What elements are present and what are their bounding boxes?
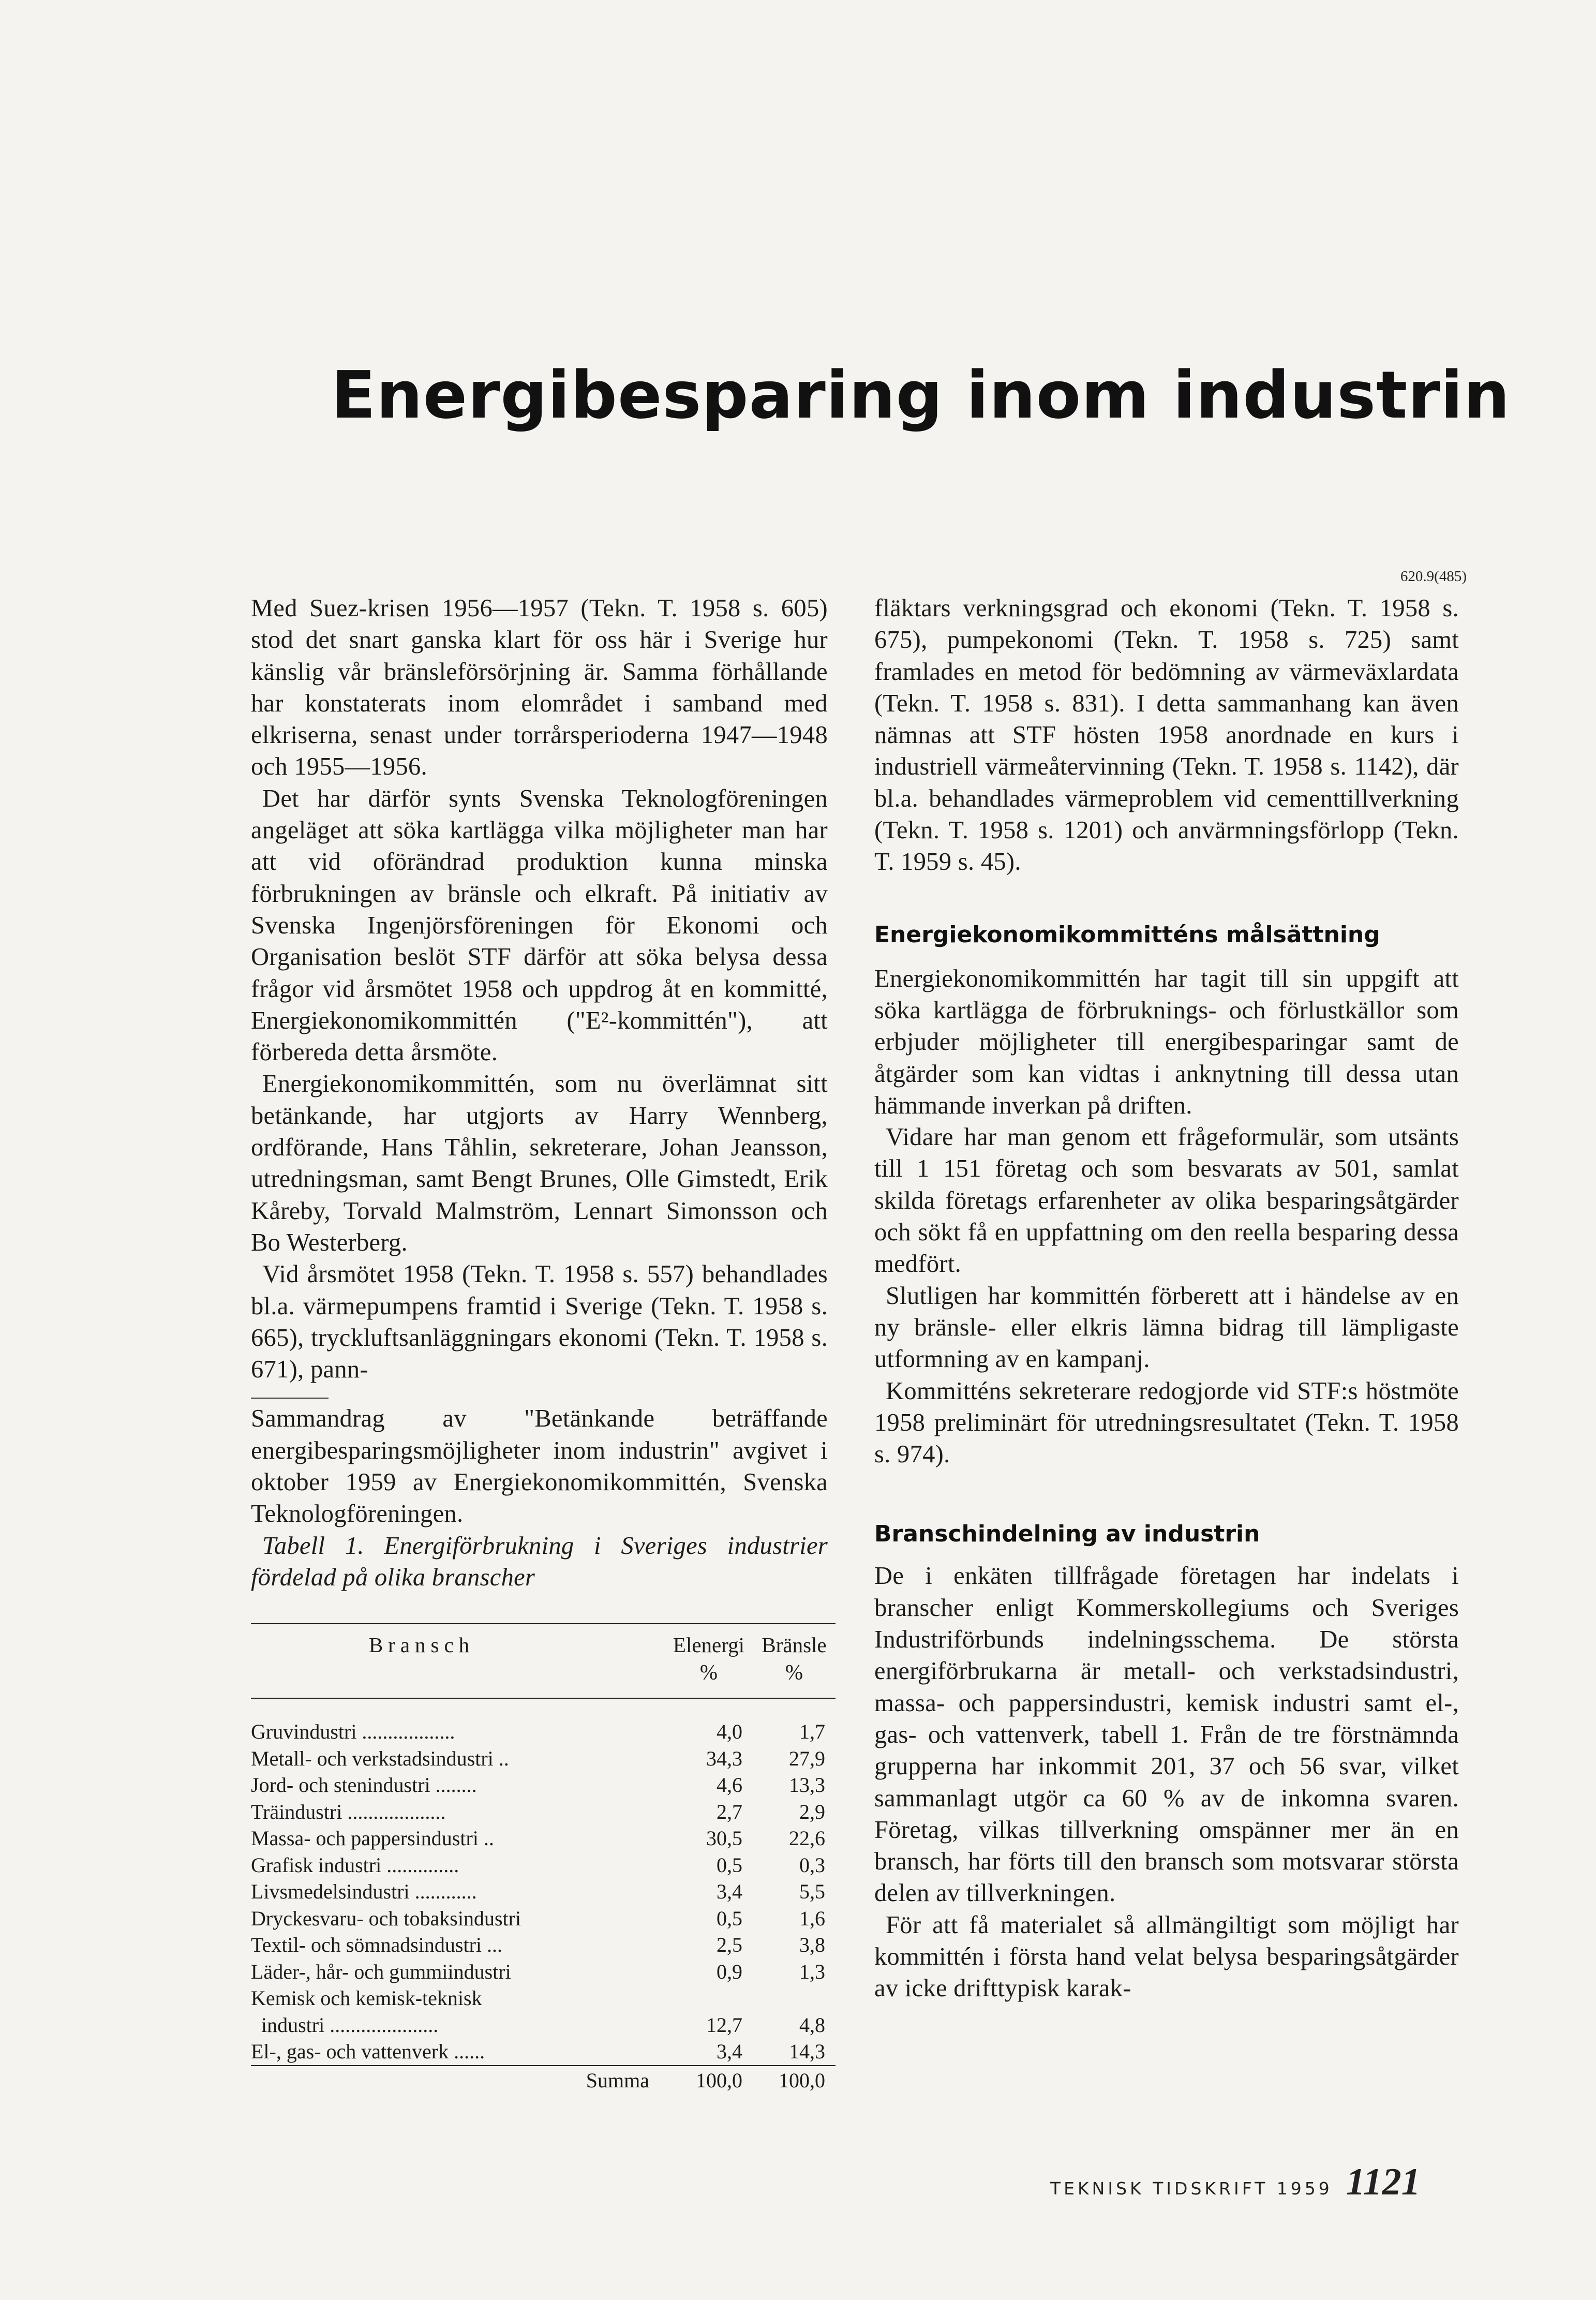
row-branch: Träindustri ................... [251, 1800, 446, 1823]
body-paragraph: Kommitténs sekreterare redogjorde vid STF:s höstmöte 1958 preliminärt för utredningsresultatet (Tekn. T. 1958 s. 974). [874, 1377, 1459, 1468]
col-el-header [665, 1631, 753, 1685]
row-el: 34,3 [706, 1746, 742, 1770]
row-fuel: 4,8 [799, 2013, 825, 2037]
footnote-rule [251, 1398, 329, 1399]
row-el: 0,9 [717, 1960, 742, 1983]
row-el: 12,7 [706, 2013, 742, 2037]
row-fuel: 14,3 [789, 2040, 825, 2064]
row-fuel: 13,3 [789, 1773, 825, 1797]
col-branch-header: Bransch [368, 1633, 475, 1657]
row-el: 3,4 [717, 1880, 742, 1904]
left-column [251, 592, 828, 2095]
right-column [874, 592, 1459, 2005]
table-row [251, 1932, 836, 1958]
footnote: Sammandrag av "Betänkande beträffande energibesparingsmöjligheter inom industrin" avgivet i oktober 1959 av Energiekonomikommittén, Svenska Teknologföreningen. [251, 1405, 828, 1528]
table-body [251, 1699, 836, 2095]
body-paragraph: För att få materialet så allmängiltigt som möjligt har kommittén i första hand velat belysa besparingsåtgärder av icke drifttypisk karak- [874, 1911, 1459, 2002]
body-paragraph: Med Suez-krisen 1956—1957 (Tekn. T. 1958 s. 605) stod det snart ganska klart för oss här i Sverige hur känslig vår bränsleförsörjning är. Samma förhållande har konstaterats inom elområdet i samband med elkriserna, senast under torrårsperioderna 1947—1948 och 1955—1956. [251, 595, 828, 781]
section-heading: Energiekonomikommitténs målsättning [874, 921, 1380, 948]
sum-label: Summa [586, 2068, 649, 2092]
row-fuel: 22,6 [789, 1827, 825, 1850]
row-branch: Livsmedelsindustri ............ [251, 1880, 477, 1904]
section-heading: Branschindelning av industrin [874, 1521, 1260, 1548]
row-branch: Dryckesvaru- och tobaksindustri [251, 1906, 521, 1930]
col-fuel-header [753, 1631, 836, 1685]
row-el: 0,5 [717, 1853, 742, 1877]
row-el: 2,7 [717, 1800, 742, 1823]
body-paragraph: Vidare har man genom ett frågeformulär, som utsänts till 1 151 företag och som besvarats av 501, samlat skilda företags erfarenheter av olika besparingsåtgärder och sökt få en uppfattning om den reella besparing dessa medfört. [874, 1123, 1459, 1278]
row-fuel: 27,9 [789, 1746, 825, 1770]
row-fuel: 1,6 [799, 1906, 825, 1930]
body-paragraph: De i enkäten tillfrågade företagen har indelats i branscher enligt Kommerskollegiums och Sveriges Industriförbunds indelningsschema. De största energiförbrukarna är metall- och verkstadsindustri, massa- och pappersindustri, kemisk industri samt el-, gas- och vattenverk, tabell 1. Från de tre förstnämnda grupperna har inkommit 201, 37 och 56 svar, vilket sammanlagt utgör ca 60 % av de inkomna svaren. Företag, vilkas tillverkning omspänner mer än en bransch, har förts till den bransch som motsvarar största delen av tillverkningen. [874, 1562, 1459, 1907]
row-el: 4,6 [717, 1773, 742, 1797]
table-row [251, 1745, 836, 1772]
body-paragraph: fläktars verkningsgrad och ekonomi (Tekn. T. 1958 s. 675), pumpekonomi (Tekn. T. 1958 s. 725) samt framlades en metod för bedömning av värmeväxlardata (Tekn. T. 1958 s. 831). I detta sammanhang kan även nämnas att STF hösten 1958 anordnade en kurs i industriell värmeåtervinning (Tekn. T. 1958 s. 1142), där bl.a. behandlades värmeproblem vid cementtillverkning (Tekn. T. 1958 s. 1201) och anvärmningsförlopp (Tekn. T. 1959 s. 45). [874, 595, 1459, 876]
table-row [251, 1799, 836, 1826]
row-fuel: 1,7 [799, 1720, 825, 1744]
row-branch: Metall- och verkstadsindustri .. [251, 1746, 509, 1770]
table-row [251, 2012, 836, 2039]
row-branch: Jord- och stenindustri ........ [251, 1773, 477, 1797]
table-row [251, 1825, 836, 1852]
row-branch: Läder-, hår- och gummiindustri [251, 1960, 511, 1983]
table-row [251, 1718, 836, 1745]
table-row [251, 1772, 836, 1799]
article-title: Energibesparing inom industrin [331, 357, 1511, 433]
row-fuel: 1,3 [799, 1960, 825, 1983]
row-branch: Massa- och pappersindustri .. [251, 1827, 494, 1850]
body-paragraph: Det har därför synts Svenska Teknologföreningen angeläget att söka kartlägga vilka möjligheter man har att vid oförändrad produktion kunna minska förbrukningen av bränsle och elkraft. På initiativ av Svenska Ingenjörsföreningen för Ekonomi och Organisation beslöt STF därför att söka belysa dessa frågor vid årsmötet 1958 och uppdrog åt en kommitté, Energiekonomikommittén ("E²-kommittén"), att förbereda detta årsmöte. [251, 784, 828, 1066]
row-fuel: 2,9 [799, 1800, 825, 1823]
row-el: 30,5 [706, 1827, 742, 1850]
row-branch: industri ..................... [261, 2013, 439, 2037]
table-row [251, 1905, 836, 1932]
row-el: 0,5 [717, 1906, 742, 1930]
table-row [251, 1852, 836, 1879]
body-paragraph: Energiekonomikommittén har tagit till sin uppgift att söka kartlägga de förbruknings- och förlustkällor som erbjuder möjligheter till energibesparingar samt de åtgärder som kan vidtas i anknytning till dessa utan hämmande inverkan på driften. [874, 964, 1459, 1119]
table-caption: Tabell 1. Energiförbrukning i Sveriges industrier fördelad på olika branscher [251, 1532, 828, 1591]
row-fuel [753, 1985, 836, 2012]
table-row [251, 1958, 836, 1985]
col-fuel-unit: % [785, 1660, 803, 1684]
col-el-label: Elenergi [673, 1633, 745, 1657]
page-number: 1121 [1346, 2161, 1421, 2203]
body-paragraph: Slutligen har kommittén förberett att i händelse av en ny bränsle- eller elkris lämna bidrag till lämpligaste utformning av en kampanj. [874, 1282, 1459, 1373]
row-branch: Textil- och sömnadsindustri ... [251, 1933, 503, 1957]
row-branch: Gruvindustri .................. [251, 1720, 455, 1744]
sum-fuel: 100,0 [779, 2068, 825, 2092]
energy-table [251, 1623, 836, 2095]
body-paragraph: Vid årsmötet 1958 (Tekn. T. 1958 s. 557) behandlades bl.a. värmepumpens framtid i Sverige (Tekn. T. 1958 s. 665), tryckluftsanläggningars ekonomi (Tekn. T. 1958 s. 671), pann- [251, 1260, 828, 1384]
body-paragraph: Energiekonomikommittén, som nu överlämnat sitt betänkande, har utgjorts av Harry Wennberg, ordförande, Hans Tåhlin, sekreterare, Johan Jeansson, utredningsman, samt Bengt Brunes, Olle Gimstedt, Erik Kåreby, Torvald Malmström, Lennart Simonsson och Bo Westerberg. [251, 1070, 828, 1256]
udc-classification: 620.9(485) [1400, 568, 1467, 585]
journal-name: TEKNISK TIDSKRIFT 1959 [1050, 2178, 1333, 2199]
row-fuel: 5,5 [799, 1880, 825, 1904]
row-fuel: 0,3 [799, 1853, 825, 1877]
row-el: 2,5 [717, 1933, 742, 1957]
row-el: 3,4 [717, 2040, 742, 2064]
sum-el: 100,0 [696, 2068, 742, 2092]
table-row [251, 1878, 836, 1905]
table-sum-row [251, 2066, 836, 2095]
table-header [251, 1624, 836, 1699]
row-el [665, 1985, 753, 2012]
row-branch: Grafisk industri .............. [251, 1853, 459, 1877]
row-el: 4,0 [717, 1720, 742, 1744]
row-fuel: 3,8 [799, 1933, 825, 1957]
table-row [251, 1985, 836, 2012]
col-fuel-label: Bränsle [762, 1633, 827, 1657]
table-row [251, 2038, 836, 2066]
col-el-unit: % [699, 1660, 718, 1684]
page-footer [1050, 2160, 1421, 2204]
row-branch: El-, gas- och vattenverk ...... [251, 2040, 485, 2064]
row-branch: Kemisk och kemisk-teknisk [251, 1986, 482, 2010]
